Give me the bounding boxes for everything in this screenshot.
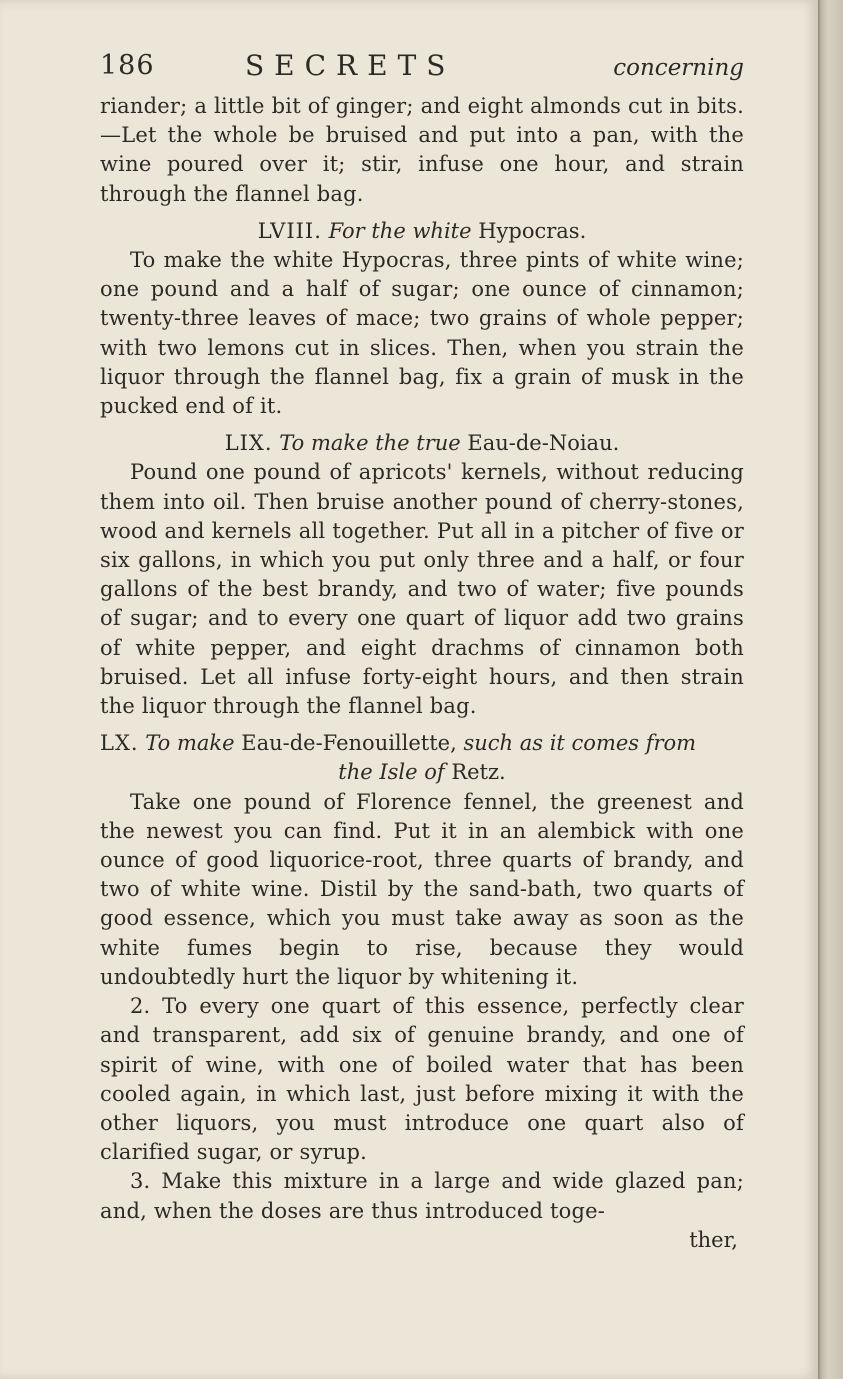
section-title-italic: For the white bbox=[328, 218, 472, 243]
catchword: ther, bbox=[689, 1227, 738, 1252]
recipe-paragraph: 3. Make this mixture in a large and wide glazed pan; and, when the doses are thus introduced toge- bbox=[100, 1169, 744, 1223]
section-title-roman: Hypocras. bbox=[478, 218, 587, 243]
recipe-paragraph: Pound one pound of apricots' kernels, without reducing them into oil. Then bruise another pound of cherry-stones, wood and kernels all together. Put all in a pitcher of five or six gallons, in which you put only three and a half, or four gallons of the best brandy, and two of water; five pounds of sugar; and to every one quart of liquor add two grains of white pepper, and eight drachms of cinnamon both bruised. Let all infuse forty-eight hours, and then strain the liquor through the flannel bag. bbox=[100, 460, 744, 719]
page-content bbox=[100, 48, 744, 1255]
section-title-line2-italic: the Isle of bbox=[338, 760, 445, 785]
section-heading-lx bbox=[100, 729, 744, 758]
page-number: 186 bbox=[100, 50, 155, 81]
section-title-italic: To make bbox=[145, 731, 235, 756]
section-title-italic-2: such as it comes from bbox=[463, 731, 697, 756]
page-fore-edge bbox=[818, 0, 843, 1379]
recipe-paragraph: To make the white Hypocras, three pints of white wine; one pound and a half of sugar; one ounce of cinnamon; twenty-three leaves of mace; two grains of whole pepper; with two lemons cut in slices. Then, when you strain the liquor through the flannel bag, fix a grain of musk in the pucked end of it. bbox=[100, 248, 744, 419]
section-title-line2-roman: Retz. bbox=[451, 760, 506, 785]
running-head-italic: concerning bbox=[613, 55, 744, 81]
section-title-roman: Eau-de-Noiau. bbox=[467, 431, 620, 456]
section-number: LX. bbox=[100, 731, 139, 756]
section-heading-lx-line2 bbox=[100, 758, 744, 787]
continuation-paragraph: riander; a little bit of ginger; and eight almonds cut in bits.—Let the whole be bruised and put into a pan, with the wine poured over it; stir, infuse one hour, and strain through the flannel bag. bbox=[100, 94, 744, 206]
page-header bbox=[100, 48, 744, 92]
recipe-paragraph: Take one pound of Florence fennel, the greenest and the newest you can find. Put it in an alembick with one ounce of good liquorice-root, three quarts of brandy, and two of white wine. Distil by the sand-bath, two quarts of good essence, which you must take away as soon as the white fumes begin to rise, because they would undoubtedly hurt the liquor by whitening it. bbox=[100, 789, 744, 989]
section-number: LIX. bbox=[224, 431, 273, 456]
section-heading-lviii bbox=[100, 217, 744, 246]
running-head: SECRETS bbox=[245, 49, 456, 82]
section-title-roman: Eau-de-Fenouillette, bbox=[241, 731, 457, 756]
recipe-paragraph: 2. To every one quart of this essence, perfectly clear and transparent, add six of genuine brandy, and one of spirit of wine, with one of boiled water that has been cooled again, in which last, just before mixing it with the other liquors, you must introduce one quart also of clarified sugar, or syrup. bbox=[100, 994, 744, 1165]
section-heading-lix bbox=[100, 429, 744, 458]
section-number: LVIII. bbox=[257, 218, 322, 243]
section-title-italic: To make the true bbox=[279, 431, 461, 456]
